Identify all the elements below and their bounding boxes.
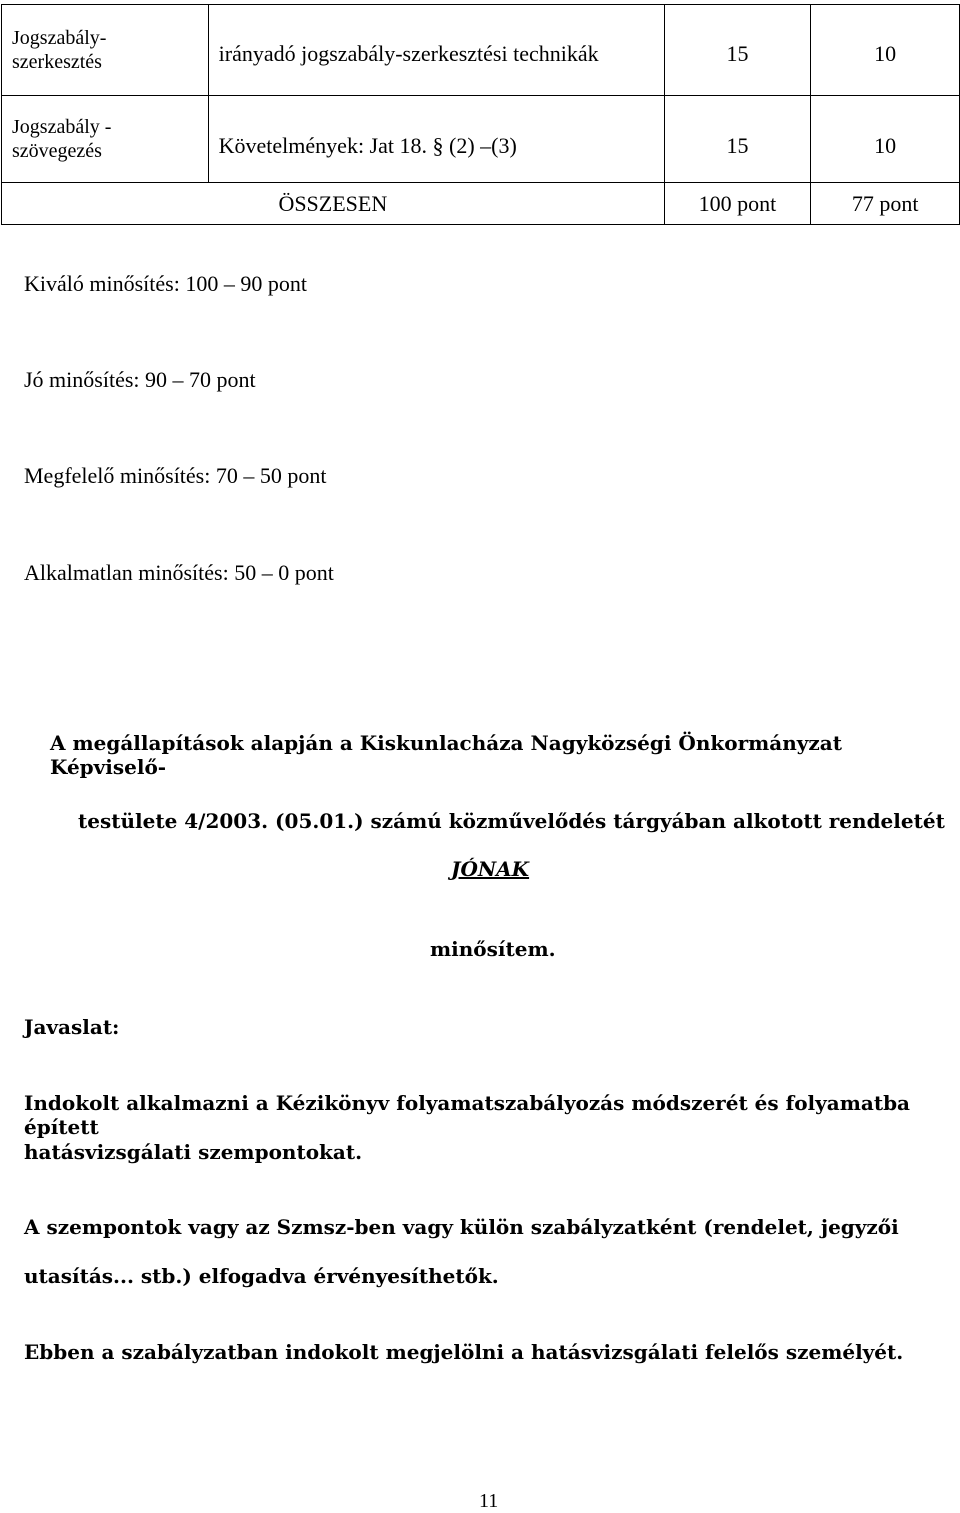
rating-excellent: Kiváló minősítés: 100 – 90 pont [24,271,307,296]
conclusion-line: A megállapítások alapján a Kiskunlacháza Nagyközségi Önkormányzat Képviselő- [50,731,842,779]
total-label: ÖSSZESEN [2,183,665,225]
proposal-paragraph-line: utasítás... stb.) elfogadva érvényesíthetők. [24,1264,499,1288]
max-points-cell: 15 [664,96,811,183]
criterion-cell: Követelmények: Jat 18. § (2) –(3) [208,96,664,183]
conclusion-line: testülete 4/2003. (05.01.) számú közművelődés tárgyában alkotott rendeletét [78,809,945,833]
rating-unsuitable: Alkalmatlan minősítés: 50 – 0 pont [24,560,334,585]
table-row [2,5,960,96]
category-cell: Jogszabály - szövegezés [2,96,209,183]
page-number: 11 [479,1490,499,1512]
proposal-heading: Javaslat: [24,1015,120,1039]
rating-adequate: Megfelelő minősítés: 70 – 50 pont [24,463,327,488]
category-cell: Jogszabály- szerkesztés [2,5,209,96]
rating-good: Jó minősítés: 90 – 70 pont [24,367,256,392]
total-awarded-points: 77 pont [811,183,960,225]
table-row [2,96,960,183]
proposal-paragraph-line: Ebben a szabályzatban indokolt megjelölni a hatásvizsgálati felelős személyét. [24,1340,904,1364]
total-max-points: 100 pont [664,183,811,225]
conclusion-closing: minősítem. [430,937,556,961]
proposal-paragraph-line: Indokolt alkalmazni a Kézikönyv folyamatszabályozás módszerét és folyamatba épített [24,1091,911,1139]
evaluation-table [1,4,960,225]
max-points-cell: 15 [664,5,811,96]
total-row [2,183,960,225]
verdict: JÓNAK [451,857,530,881]
criterion-cell: irányadó jogszabály-szerkesztési technikák [208,5,664,96]
awarded-points-cell: 10 [811,96,960,183]
proposal-paragraph-line: A szempontok vagy az Szmsz-ben vagy külön szabályzatként (rendelet, jegyzői [24,1215,899,1239]
proposal-paragraph-line: hatásvizsgálati szempontokat. [24,1140,363,1164]
awarded-points-cell: 10 [811,5,960,96]
